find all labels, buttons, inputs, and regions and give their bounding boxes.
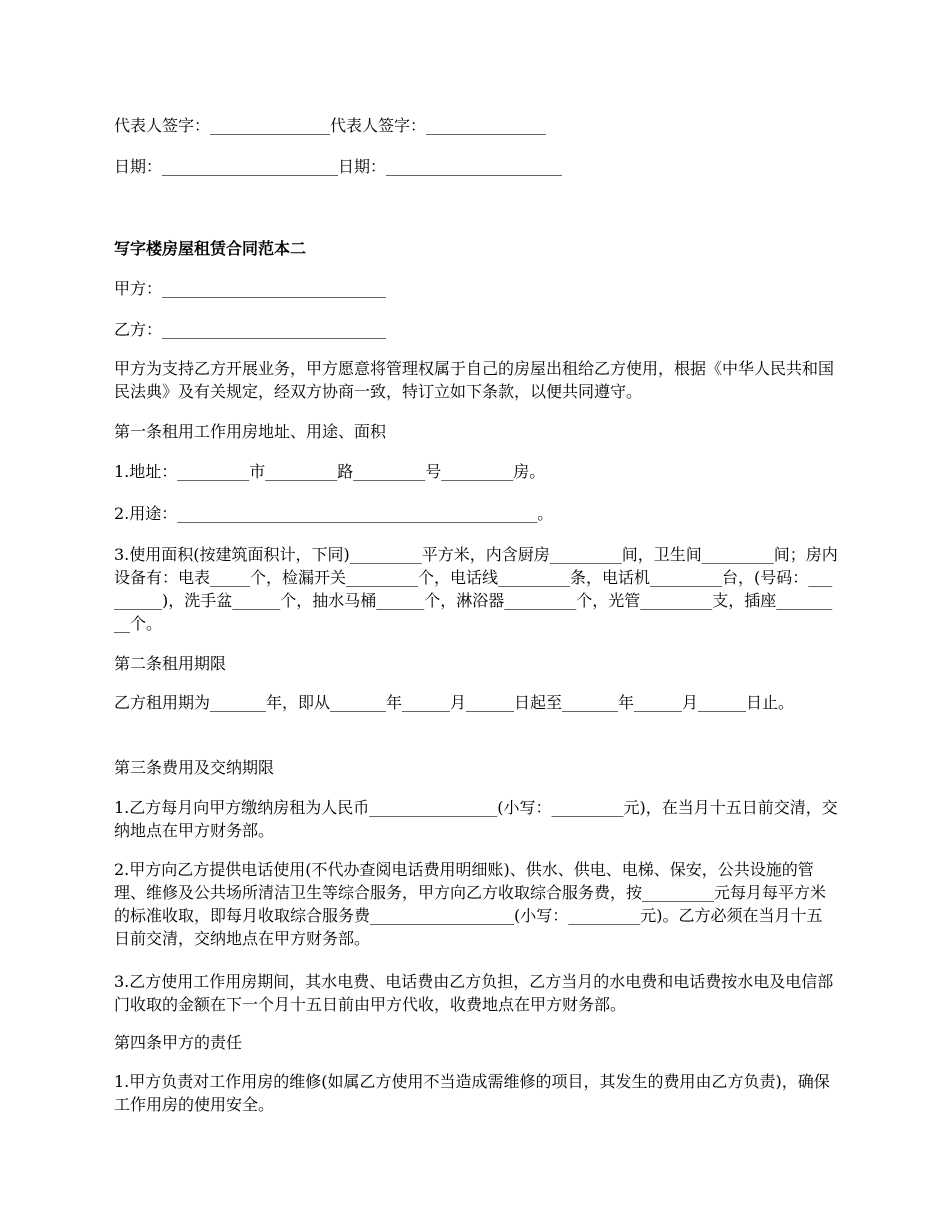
article1-address-item: 1.地址：_________市_________路_________号_________房。 bbox=[114, 462, 546, 481]
article1-heading: 第一条租用工作用房地址、用途、面积 bbox=[114, 422, 387, 441]
preamble-paragraph: 甲方为支持乙方开展业务，甲方愿意将管理权属于自己的房屋出租给乙方使用，根据《中华人民共和国民法典》及有关规定，经双方协商一致，特订立如下条款，以便共同遵守。 bbox=[114, 359, 835, 401]
article1-area-item: 3.使用面积(按建筑面积计，下同)_________平方米，内含厨房_________间，卫生间_________间；房内设备有：电表_____个，检漏开关_________个，电话线_________条，电话机_________台，(号码：_________)，洗手盆______个，抽水马桶______个，淋浴器_________个，光管_________支，插座_________个。 bbox=[114, 545, 838, 633]
article4-heading: 第四条甲方的责任 bbox=[114, 1033, 243, 1052]
article4-maintenance-item: 1.甲方负责对工作用房的维修(如属乙方使用不当造成需维修的项目，其发生的费用由乙方负责)，确保工作用房的使用安全。 bbox=[114, 1072, 830, 1114]
article3-rent-item: 1.乙方每月向甲方缴纳房租为人民币________________(小写：_________元)，在当月十五日前交清，交纳地点在甲方财务部。 bbox=[114, 798, 838, 840]
article3-utilities-item: 3.乙方使用工作用房期间，其水电费、电话费由乙方负担，乙方当月的水电费和电话费按水电及电信部门收取的金额在下一个月十五日前由甲方代收，收费地点在甲方财务部。 bbox=[114, 972, 834, 1014]
article2-term-text: 乙方租用期为_______年，即从_______年______月______日起至_______年______月______日止。 bbox=[114, 693, 795, 712]
article3-service-fee-item: 2.甲方向乙方提供电话使用(不代办查阅电话费用明细账)、供水、供电、电梯、保安，公共设施的管理、维修及公共场所清洁卫生等综合服务，甲方向乙方收取综合服务费，按_________元每月每平方米的标准收取，即每月收取综合服务费__________________(小写：_________元)。乙方必须在当月十五日前交清，交纳地点在甲方财务部。 bbox=[114, 860, 827, 948]
article1-purpose-item: 2.用途：_____________________________________________。 bbox=[114, 504, 554, 523]
signature-date-line: 日期：______________________日期：______________________ bbox=[114, 157, 563, 176]
party-b-line: 乙方：____________________________ bbox=[114, 320, 387, 339]
contract-title: 写字楼房屋租赁合同范本二 bbox=[114, 239, 307, 258]
representative-signature-line: 代表人签字：_______________代表人签字：_______________ bbox=[114, 116, 547, 135]
article3-heading: 第三条费用及交纳期限 bbox=[114, 758, 275, 777]
article2-heading: 第二条租用期限 bbox=[114, 654, 227, 673]
party-a-line: 甲方：____________________________ bbox=[114, 279, 387, 298]
